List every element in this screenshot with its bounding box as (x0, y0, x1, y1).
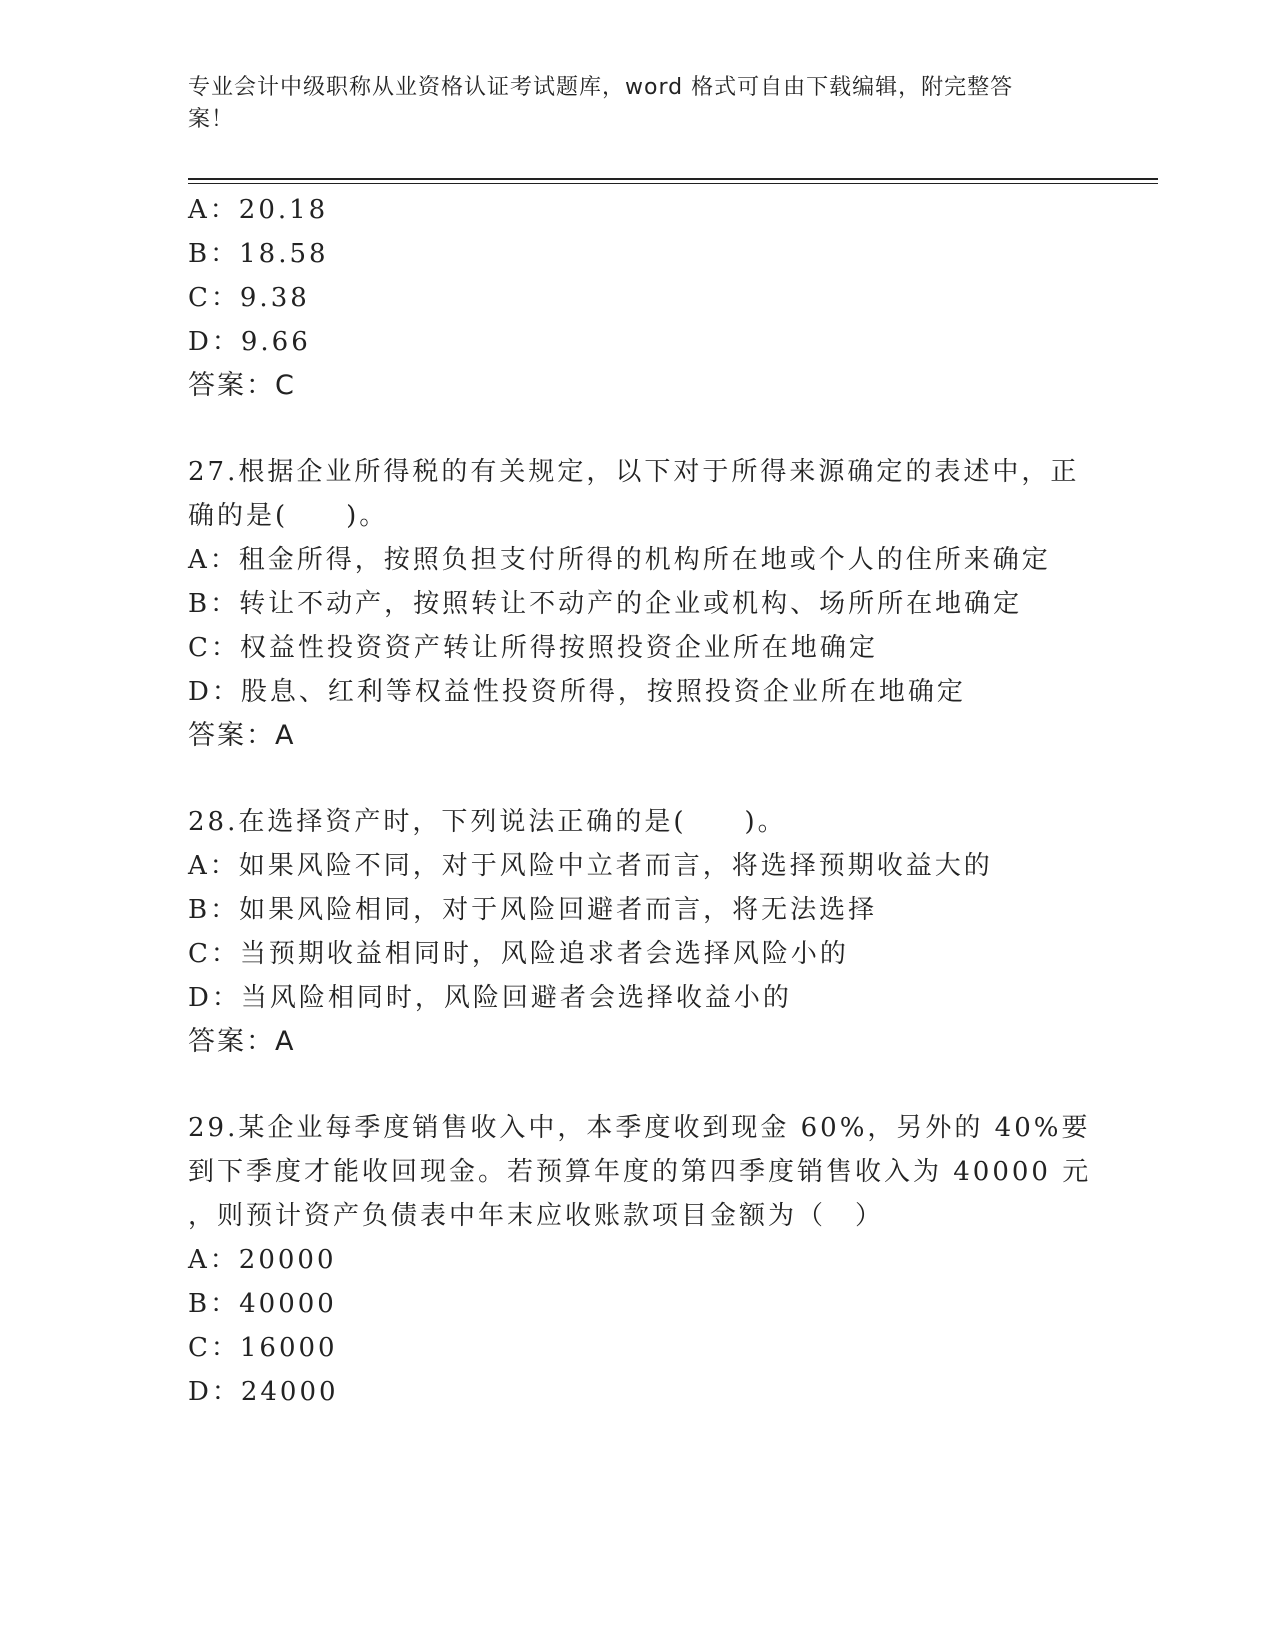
q26-option-a: A：20.18 (188, 195, 329, 225)
header-line-1: 专业会计中级职称从业资格认证考试题库，word 格式可自由下载编辑，附完整答 (188, 75, 1014, 100)
q28-option-c: C：当预期收益相同时，风险追求者会选择风险小的 (188, 939, 849, 969)
document-header (188, 72, 1068, 136)
q29-stem-line-1: 29.某企业每季度销售收入中，本季度收到现金 60%，另外的 40%要 (188, 1113, 1091, 1143)
q28-stem-line-1: 28.在选择资产时，下列说法正确的是( )。 (188, 807, 787, 837)
q27-option-b: B：转让不动产，按照转让不动产的企业或机构、场所所在地确定 (188, 589, 1023, 619)
q28-option-b: B：如果风险相同，对于风险回避者而言，将无法选择 (188, 895, 878, 925)
q27-option-c: C：权益性投资资产转让所得按照投资企业所在地确定 (188, 633, 878, 663)
q27-answer: 答案：A (188, 720, 296, 751)
header-line-2: 案！ (188, 107, 235, 132)
q29-option-b: B：40000 (188, 1289, 337, 1319)
q26-answer: 答案：C (188, 370, 296, 401)
q27-stem-line-1: 27.根据企业所得税的有关规定，以下对于所得来源确定的表述中，正 (188, 457, 1080, 487)
q29-stem-line-2: 到下季度才能收回现金。若预算年度的第四季度销售收入为 40000 元 (188, 1157, 1092, 1187)
q27-stem-line-2: 确的是( )。 (188, 501, 389, 531)
q26-option-c: C：9.38 (188, 283, 310, 313)
header-divider-thick (188, 178, 1158, 180)
q29-option-c: C：16000 (188, 1333, 338, 1363)
q26-option-b: B：18.58 (188, 239, 329, 269)
q27-option-d: D：股息、红利等权益性投资所得，按照投资企业所在地确定 (188, 677, 966, 707)
q28-option-a: A：如果风险不同，对于风险中立者而言，将选择预期收益大的 (188, 851, 993, 881)
header-divider-thin (188, 183, 1158, 184)
q27-option-a: A：租金所得，按照负担支付所得的机构所在地或个人的住所来确定 (188, 545, 1051, 575)
q28-answer: 答案：A (188, 1026, 296, 1057)
q29-option-a: A：20000 (188, 1245, 337, 1275)
q28-option-d: D：当风险相同时，风险回避者会选择收益小的 (188, 983, 792, 1013)
q29-option-d: D：24000 (188, 1377, 339, 1407)
q26-option-d: D：9.66 (188, 327, 311, 357)
q29-stem-line-3: ，则预计资产负债表中年末应收账款项目金额为（ ） (188, 1201, 885, 1231)
